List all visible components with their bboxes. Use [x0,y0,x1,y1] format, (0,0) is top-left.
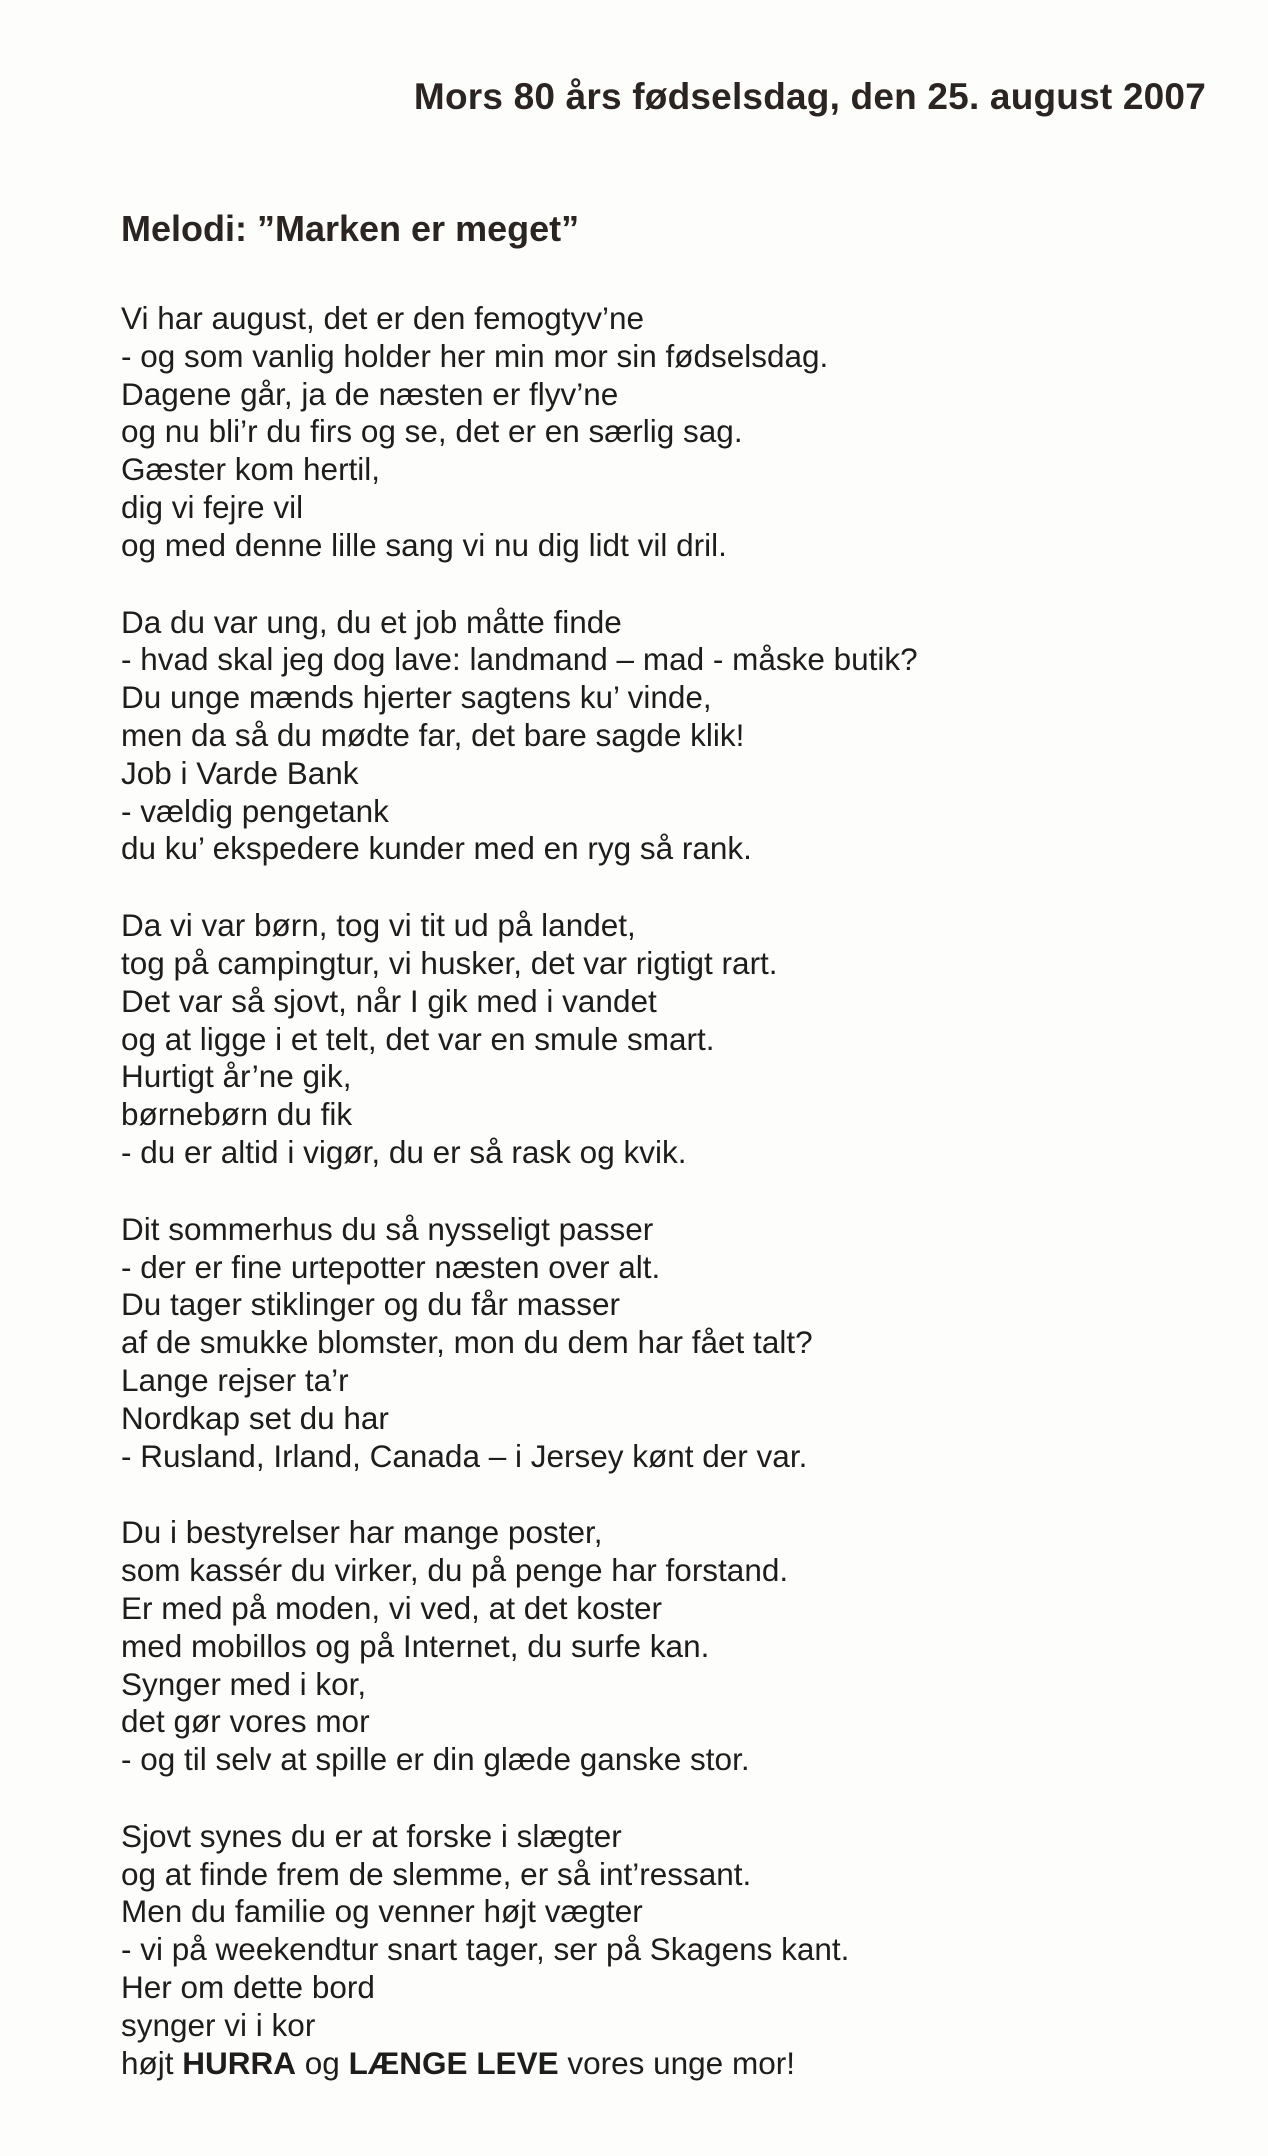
verse-1 [121,300,1221,565]
verse-line: og at finde frem de slemme, er så int’ressant. [121,1855,752,1892]
song-verses [121,300,1221,2121]
verse-5 [121,1514,1221,1779]
verse-line: Sjovt synes du er at forske i slægter [121,1817,622,1854]
verse-line: Du i bestyrelser har mange poster, [121,1514,603,1551]
verse-line: Da vi var børn, tog vi tit ud på landet, [121,907,636,944]
verse-4 [121,1211,1221,1476]
verse-line: Job i Varde Bank [121,754,359,791]
verse-line: - Rusland, Irland, Canada – i Jersey kønt der var. [121,1437,808,1474]
verse-line: Da du var ung, du et job måtte finde [121,603,622,640]
verse-line: - der er fine urtepotter næsten over alt. [121,1248,661,1285]
verse-line: dig vi fejre vil [121,488,304,525]
verse-line: Dagene går, ja de næsten er flyv’ne [121,375,619,412]
verse-line: Lange rejser ta’r [121,1361,349,1398]
verse-line: Gæster kom hertil, [121,451,381,488]
verse-line: og med denne lille sang vi nu dig lidt vil dril. [121,526,727,563]
verse-line: synger vi i kor [121,2006,316,2043]
verse-line: - og som vanlig holder her min mor sin fødselsdag. [121,337,829,374]
verse-line: med mobillos og på Internet, du surfe kan. [121,1627,710,1664]
verse-line: børnebørn du fik [121,1096,353,1133]
laenge-leve-emphasis: LÆNGE LEVE [348,2044,559,2081]
verse-line: Synger med i kor, [121,1665,367,1702]
page-title: Mors 80 års fødselsdag, den 25. august 2007 [413,76,1206,117]
verse-line: Her om dette bord [121,1969,375,2006]
verse-line: Du tager stiklinger og du får masser [121,1286,620,1323]
final-line-text: vores unge mor! [558,2044,795,2081]
verse-line: og nu bli’r du firs og se, det er en særlig sag. [121,413,743,450]
verse-line: det gør vores mor [121,1703,370,1740]
final-line-text: og [296,2044,349,2081]
verse-2 [121,604,1221,869]
hurra-emphasis: HURRA [182,2044,297,2081]
verse-line: tog på campingtur, vi husker, det var rigtigt rart. [121,944,778,981]
verse-line: og at ligge i et telt, det var en smule smart. [121,1020,715,1057]
verse-line: du ku’ ekspedere kunder med en ryg så rank. [121,830,752,867]
final-line-text: højt [121,2044,183,2081]
final-verse-line [121,2045,1221,2083]
verse-line: Men du familie og venner højt vægter [121,1893,643,1930]
verse-3 [121,907,1221,1172]
verse-line: - vi på weekendtur snart tager, ser på Skagens kant. [121,1931,850,1968]
verse-line: Vi har august, det er den femogtyv’ne [121,300,644,336]
verse-6 [121,1818,1221,2083]
verse-line: - og til selv at spille er din glæde ganske stor. [121,1741,750,1778]
verse-line: som kassér du virker, du på penge har forstand. [121,1552,789,1589]
verse-line: Er med på moden, vi ved, at det koster [121,1589,663,1626]
verse-line: - vældig pengetank [121,792,389,829]
verse-line: - hvad skal jeg dog lave: landmand – mad - måske butik? [121,641,918,678]
melody-heading: Melodi: ”Marken er meget” [121,208,580,249]
verse-line: Det var så sjovt, når I gik med i vandet [121,982,657,1019]
verse-line: Hurtigt år’ne gik, [121,1058,352,1095]
verse-line: men da så du mødte far, det bare sagde klik! [121,716,745,753]
verse-line: Du unge mænds hjerter sagtens ku’ vinde, [121,679,712,716]
verse-line: Dit sommerhus du så nysseligt passer [121,1210,654,1247]
verse-line: - du er altid i vigør, du er så rask og kvik. [121,1133,687,1170]
verse-line: Nordkap set du har [121,1399,389,1436]
verse-line: af de smukke blomster, mon du dem har fået talt? [121,1324,813,1361]
